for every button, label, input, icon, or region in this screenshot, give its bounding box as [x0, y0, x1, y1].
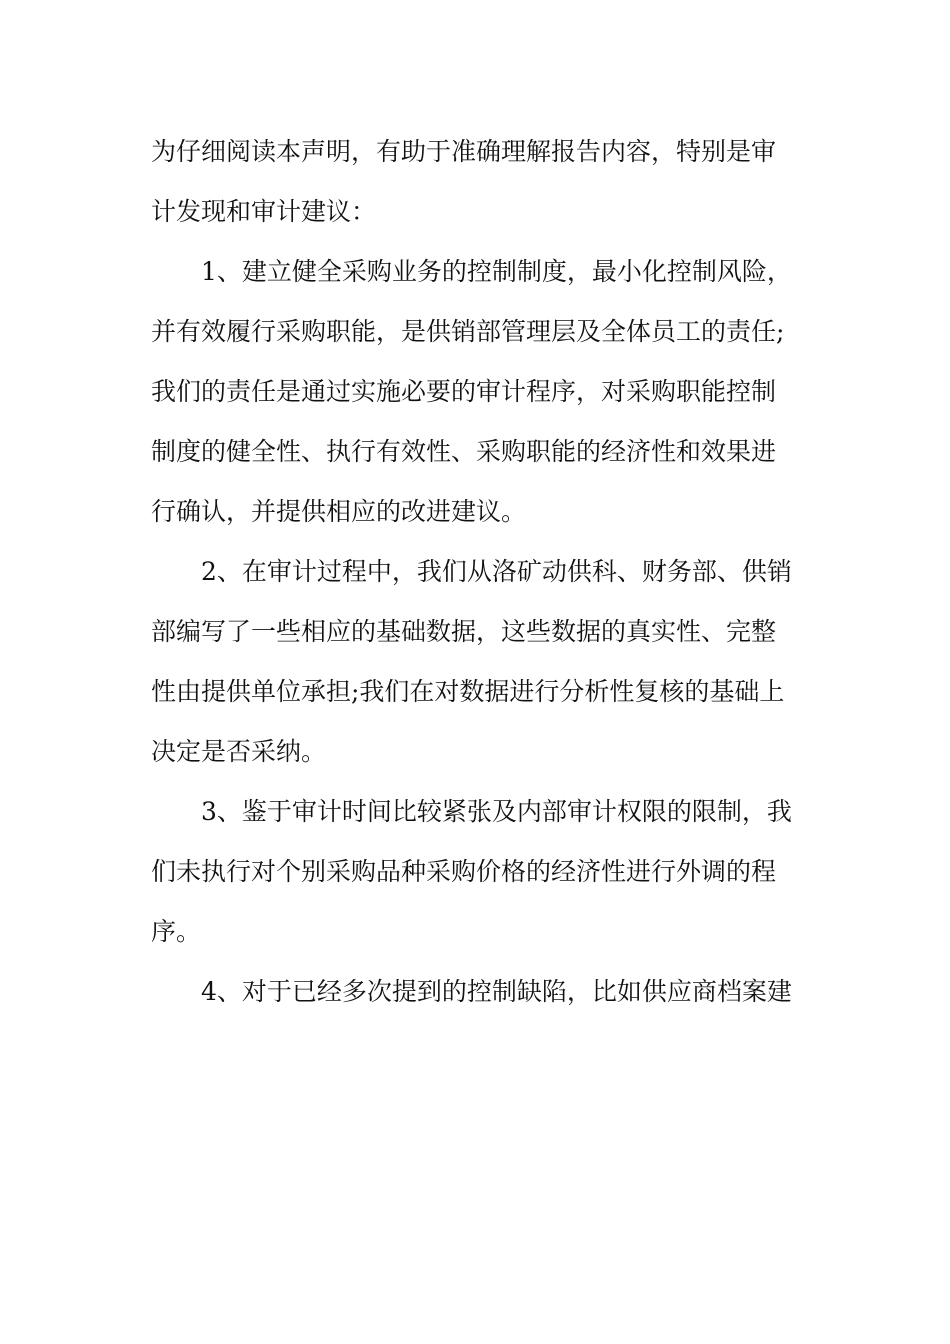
text-line: 并有效履行采购职能，是供销部管理层及全体员工的责任;	[151, 317, 785, 346]
text-line: 2、在审计过程中，我们从洛矿动供科、财务部、供销	[201, 557, 792, 586]
text-line: 决定是否采纳。	[151, 737, 327, 766]
text-line: 4、对于已经多次提到的控制缺陷，比如供应商档案建	[201, 977, 792, 1006]
text-line: 行确认，并提供相应的改进建议。	[151, 497, 527, 526]
document-body	[151, 122, 811, 1022]
text-line: 计发现和审计建议：	[151, 197, 377, 226]
text-line: 我们的责任是通过实施必要的审计程序，对采购职能控制	[151, 377, 777, 406]
text-line: 性由提供单位承担;我们在对数据进行分析性复核的基础上	[151, 677, 785, 706]
text-line: 1、建立健全采购业务的控制制度，最小化控制风险，	[201, 257, 792, 286]
text-line: 们未执行对个别采购品种采购价格的经济性进行外调的程	[151, 857, 777, 886]
text-line: 部编写了一些相应的基础数据，这些数据的真实性、完整	[151, 617, 777, 646]
text-line: 为仔细阅读本声明，有助于准确理解报告内容，特别是审	[151, 137, 777, 166]
text-line: 序。	[151, 917, 202, 946]
text-line: 制度的健全性、执行有效性、采购职能的经济性和效果进	[151, 437, 777, 466]
text-line: 3、鉴于审计时间比较紧张及内部审计权限的限制，我	[201, 797, 792, 826]
